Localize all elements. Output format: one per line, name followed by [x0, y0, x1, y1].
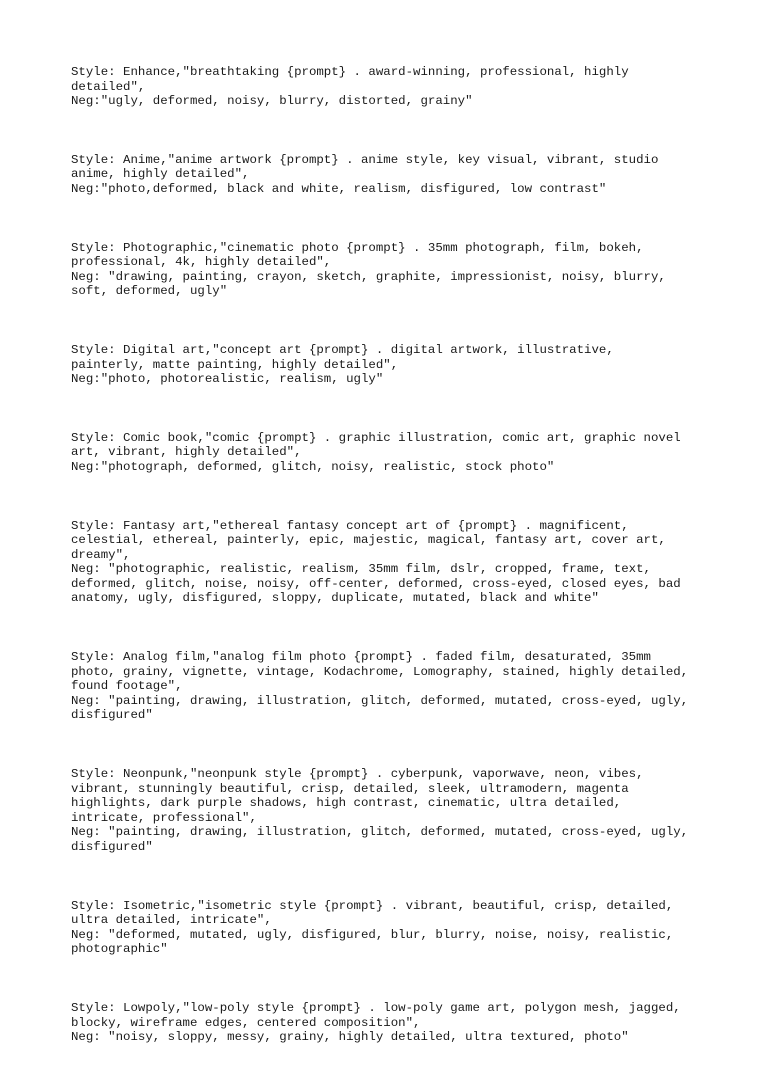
negative-line: soft, deformed, ugly" [71, 284, 228, 299]
style-line: dreamy", [71, 547, 131, 562]
style-line: Style: Fantasy art,"ethereal fantasy concept art of {prompt} . magnificent, [71, 518, 629, 533]
style-line: intricate, professional", [71, 810, 257, 825]
style-line: found footage", [71, 679, 183, 694]
style-entry-fantasy-art [71, 519, 711, 607]
negative-line: Neg: "noisy, sloppy, messy, grainy, highly detailed, ultra textured, photo" [71, 1030, 629, 1045]
style-line: Style: Isometric,"isometric style {prompt} . vibrant, beautiful, crisp, detailed, [71, 898, 674, 913]
style-line: Style: Digital art,"concept art {prompt} . digital artwork, illustrative, [71, 342, 614, 357]
style-line: highlights, dark purple shadows, high contrast, cinematic, ultra detailed, [71, 796, 622, 811]
negative-line: Neg:"photo,deformed, black and white, realism, disfigured, low contrast" [71, 181, 607, 196]
negative-line: deformed, glitch, noise, noisy, off-center, deformed, cross-eyed, closed eyes, bad [71, 576, 681, 591]
negative-line: anatomy, ugly, disfigured, sloppy, duplicate, mutated, black and white" [71, 591, 599, 606]
style-line: anime, highly detailed", [71, 167, 250, 182]
negative-line: Neg:"photo, photorealistic, realism, ugly" [71, 372, 384, 387]
style-line: Style: Neonpunk,"neonpunk style {prompt} . cyberpunk, vaporwave, neon, vibes, [71, 767, 644, 782]
negative-line: Neg: "drawing, painting, crayon, sketch, graphite, impressionist, noisy, blurry, [71, 269, 666, 284]
negative-line: disfigured" [71, 840, 153, 854]
style-line: Style: Lowpoly,"low-poly style {prompt} . low-poly game art, polygon mesh, jagged, [71, 1000, 681, 1015]
style-entry-neonpunk [71, 767, 711, 855]
style-entry-anime [71, 153, 711, 197]
style-entry-analog-film [71, 650, 711, 723]
style-line: celestial, ethereal, painterly, epic, majestic, magical, fantasy art, cover art, [71, 533, 666, 548]
style-line: photo, grainy, vignette, vintage, Kodachrome, Lomography, stained, highly detailed, [71, 664, 689, 679]
style-line: ultra detailed, intricate", [71, 913, 272, 928]
style-line: Style: Enhance,"breathtaking {prompt} . award-winning, professional, highly [71, 65, 629, 79]
style-line: professional, 4k, highly detailed", [71, 255, 332, 270]
negative-line: Neg: "painting, drawing, illustration, glitch, deformed, mutated, cross-eyed, ugly, [71, 825, 689, 840]
negative-line: photographic" [71, 942, 168, 957]
style-line: Style: Analog film,"analog film photo {prompt} . faded film, desaturated, 35mm [71, 650, 651, 665]
negative-line: Neg:"ugly, deformed, noisy, blurry, distorted, grainy" [71, 94, 473, 109]
document-page [71, 65, 711, 1089]
negative-line: disfigured" [71, 708, 153, 723]
negative-line: Neg:"photograph, deformed, glitch, noisy, realistic, stock photo" [71, 459, 555, 474]
style-line: blocky, wireframe edges, centered composition", [71, 1015, 421, 1030]
style-entry-photographic [71, 241, 711, 299]
style-line: vibrant, stunningly beautiful, crisp, detailed, sleek, ultramodern, magenta [71, 781, 629, 796]
style-entry-lowpoly [71, 1001, 711, 1045]
style-line: Style: Anime,"anime artwork {prompt} . anime style, key visual, vibrant, studio [71, 152, 659, 167]
negative-line: Neg: "deformed, mutated, ugly, disfigured, blur, blurry, noise, noisy, realistic, [71, 927, 674, 942]
style-entry-digital-art [71, 343, 711, 387]
style-line: painterly, matte painting, highly detailed", [71, 357, 399, 372]
style-line: Style: Comic book,"comic {prompt} . graphic illustration, comic art, graphic novel [71, 430, 681, 445]
negative-line: Neg: "painting, drawing, illustration, glitch, deformed, mutated, cross-eyed, ugly, [71, 693, 689, 708]
style-entry-isometric [71, 899, 711, 957]
style-entry-enhance [71, 65, 711, 109]
style-line: art, vibrant, highly detailed", [71, 445, 302, 460]
style-line: detailed", [71, 79, 146, 94]
style-line: Style: Photographic,"cinematic photo {prompt} . 35mm photograph, film, bokeh, [71, 240, 644, 255]
style-entry-comic-book [71, 431, 711, 475]
negative-line: Neg: "photographic, realistic, realism, 35mm film, dslr, cropped, frame, text, [71, 562, 651, 577]
